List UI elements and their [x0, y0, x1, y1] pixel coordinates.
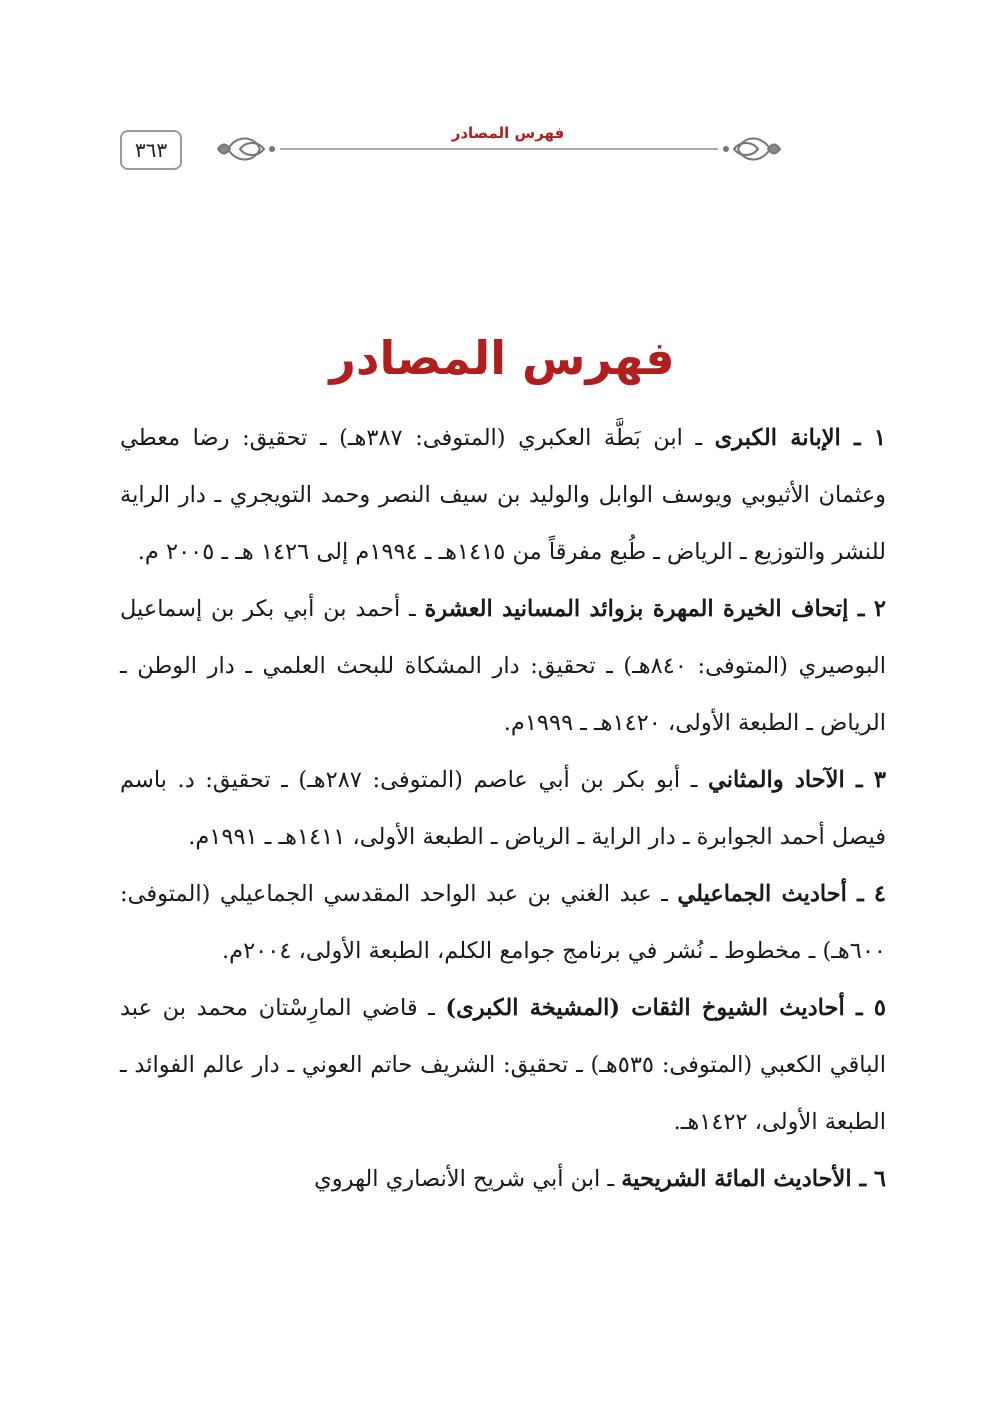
bibliography-entry: ٤ ـ أحاديث الجماعيلي ـ عبد الغني بن عبد الواحد المقدسي الجماعيلي (المتوفى: ٦٠٠هـ) ـ مخطوط ـ نُشر في برنامج جوامع الكلم، الطبعة الأولى، ٢٠٠٤م. [120, 881, 887, 964]
bibliography-entry: ٣ ـ الآحاد والمثاني ـ أبو بكر بن أبي عاصم (المتوفى: ٢٨٧هـ) ـ تحقيق: د. باسم فيصل أحمد الجوابرة ـ دار الراية ـ الرياض ـ الطبعة الأولى، ١٤١١هـ ـ ١٩٩١م. [120, 767, 886, 850]
bibliography-entry: ١ ـ الإبانة الكبرى ـ ابن بَطَّة العكبري (المتوفى: ٣٨٧هـ) ـ تحقيق: رضا معطي وعثمان الأثيوبي ويوسف الوابل والوليد بن سيف النصر وحمد التويجري ـ دار الراية للنشر والتوزيع ـ الرياض ـ طُبع مفرقاً من ١٤١٥هـ ـ ١٩٩٤م إلى ١٤٢٦ هـ ـ ٢٠٠٥ م. [120, 425, 886, 565]
entry-number: ٤ [873, 881, 887, 907]
bibliography-entry: ٦ ـ الأحاديث المائة الشريحية ـ ابن أبي شريح الأنصاري الهروي [314, 1166, 886, 1192]
entry-body: ابن أبي شريح الأنصاري الهروي [314, 1166, 601, 1192]
entry-body: أحمد بن أبي بكر بن إسماعيل البوصيري (المتوفى: ٨٤٠هـ) ـ تحقيق: دار المشكاة للبحث العلمي ـ دار الوطن ـ الرياض ـ الطبعة الأولى، ١٤٢٠هـ ـ ١٩٩٩م. [120, 596, 887, 736]
entry-title: الأحاديث المائة الشريحية [621, 1166, 852, 1192]
entry-body: أبو بكر بن أبي عاصم (المتوفى: ٢٨٧هـ) ـ تحقيق: د. باسم فيصل أحمد الجوابرة ـ دار الراية ـ الرياض ـ الطبعة الأولى، ١٤١١هـ ـ ١٩٩١م. [120, 767, 886, 850]
entry-body: عبد الغني بن عبد الواحد المقدسي الجماعيلي (المتوفى: ٦٠٠هـ) ـ مخطوط ـ نُشر في برنامج جوامع الكلم، الطبعة الأولى، ٢٠٠٤م. [120, 881, 886, 964]
entry-number: ٦ [873, 1166, 886, 1192]
entry-number: ٣ [873, 767, 886, 793]
entry-number: ٢ [873, 596, 886, 622]
running-title: فهرس المصادر [451, 124, 565, 142]
entry-title: الآحاد والمثاني [707, 767, 845, 793]
entry-title: الإبانة الكبرى [714, 425, 841, 451]
page-title: فهرس المصادر [329, 330, 675, 385]
entry-title: أحاديث الجماعيلي [677, 881, 847, 907]
bibliography-list [120, 410, 886, 1208]
bibliography-entry: ٢ ـ إتحاف الخيرة المهرة بزوائد المسانيد العشرة ـ أحمد بن أبي بكر بن إسماعيل البوصيري (المتوفى: ٨٤٠هـ) ـ تحقيق: دار المشكاة للبحث العلمي ـ دار الوطن ـ الرياض ـ الطبعة الأولى، ١٤٢٠هـ ـ ١٩٩٩م. [120, 596, 887, 736]
entry-body: قاضي المارِسْتان محمد بن عبد الباقي الكعبي (المتوفى: ٥٣٥هـ) ـ تحقيق: الشريف حاتم العوني ـ دار عالم الفوائد ـ الطبعة الأولى، ١٤٢٢هـ. [120, 995, 887, 1135]
entry-number: ٥ [873, 995, 886, 1021]
entry-number: ١ [873, 425, 886, 451]
entry-body: ابن بَطَّة العكبري (المتوفى: ٣٨٧هـ) ـ تحقيق: رضا معطي وعثمان الأثيوبي ويوسف الوابل والوليد بن سيف النصر وحمد التويجري ـ دار الراية للنشر والتوزيع ـ الرياض ـ طُبع مفرقاً من ١٤١٥هـ ـ ١٩٩٤م إلى ١٤٢٦ هـ ـ ٢٠٠٥ م. [120, 425, 886, 565]
page-header [118, 118, 888, 180]
page-number: ٣٦٣ [120, 130, 182, 170]
entry-title: إتحاف الخيرة المهرة بزوائد المسانيد العشرة [424, 596, 849, 622]
entry-title: أحاديث الشيوخ الثقات (المشيخة الكبرى) [445, 995, 845, 1021]
bibliography-entry: ٥ ـ أحاديث الشيوخ الثقات (المشيخة الكبرى) ـ قاضي المارِسْتان محمد بن عبد الباقي الكعبي (المتوفى: ٥٣٥هـ) ـ تحقيق: الشريف حاتم العوني ـ دار عالم الفوائد ـ الطبعة الأولى، ١٤٢٢هـ. [120, 995, 887, 1135]
